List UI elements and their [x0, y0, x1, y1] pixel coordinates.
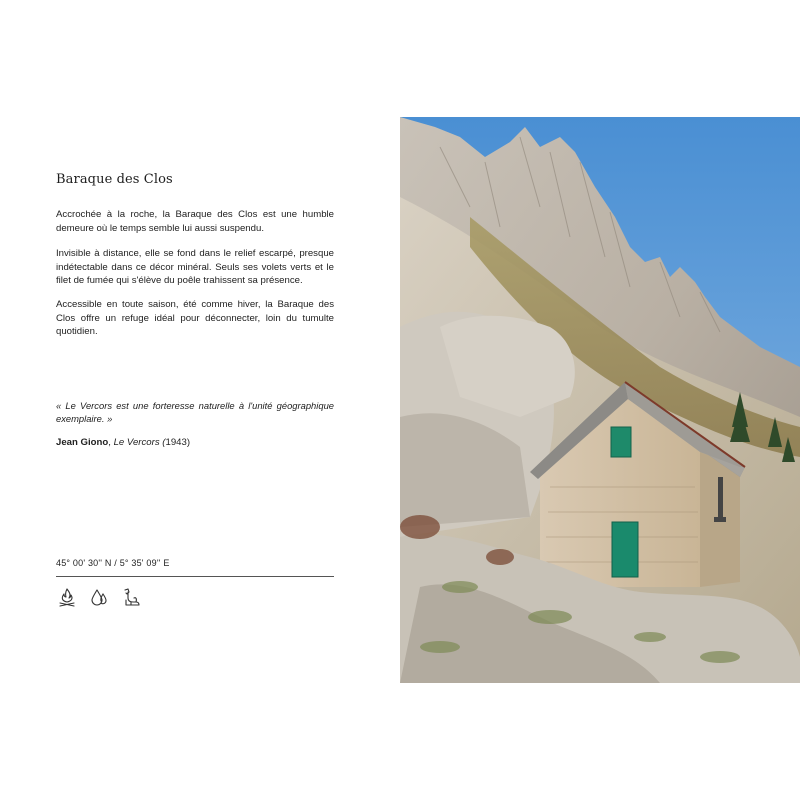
campfire-icon [56, 586, 78, 608]
paragraph-description: Invisible à distance, elle se fond dans le relief escarpé, presque indétectable dans ce décor minéral. Seuls ses volets verts et le filet de fumée qui s'élève du poêle trahissent sa présence. [56, 248, 334, 286]
water-drops-icon [88, 586, 110, 608]
photo-illustration [400, 117, 800, 683]
quote-work: Le Vercors ( [113, 437, 166, 448]
gps-coordinates: 45° 00' 30'' N / 5° 35' 09'' E [56, 558, 170, 568]
dog-icon [120, 586, 142, 608]
divider [56, 576, 334, 577]
quote-text: « Le Vercors est une forteresse naturelle à l'unité géographique exemplaire. » [56, 400, 334, 424]
amenity-icons [56, 586, 142, 608]
paragraph-intro: Accrochée à la roche, la Baraque des Clos est une humble demeure où le temps semble lui aussi suspendu. [56, 209, 334, 234]
quote-author: Jean Giono [56, 437, 109, 448]
hut-photograph [400, 117, 800, 683]
quote-year: 1943) [165, 437, 191, 448]
paragraph-access: Accessible en toute saison, été comme hiver, la Baraque des Clos offre un refuge idéal pour déconnecter, loin du tumulte quotidien. [56, 299, 334, 337]
green-shutter [611, 427, 631, 457]
stovepipe [718, 477, 723, 522]
quote-attribution [56, 437, 190, 448]
green-door [612, 522, 638, 577]
page-title: Baraque des Clos [56, 172, 173, 187]
attribution-separator: , [108, 437, 114, 448]
text-column [56, 0, 334, 800]
